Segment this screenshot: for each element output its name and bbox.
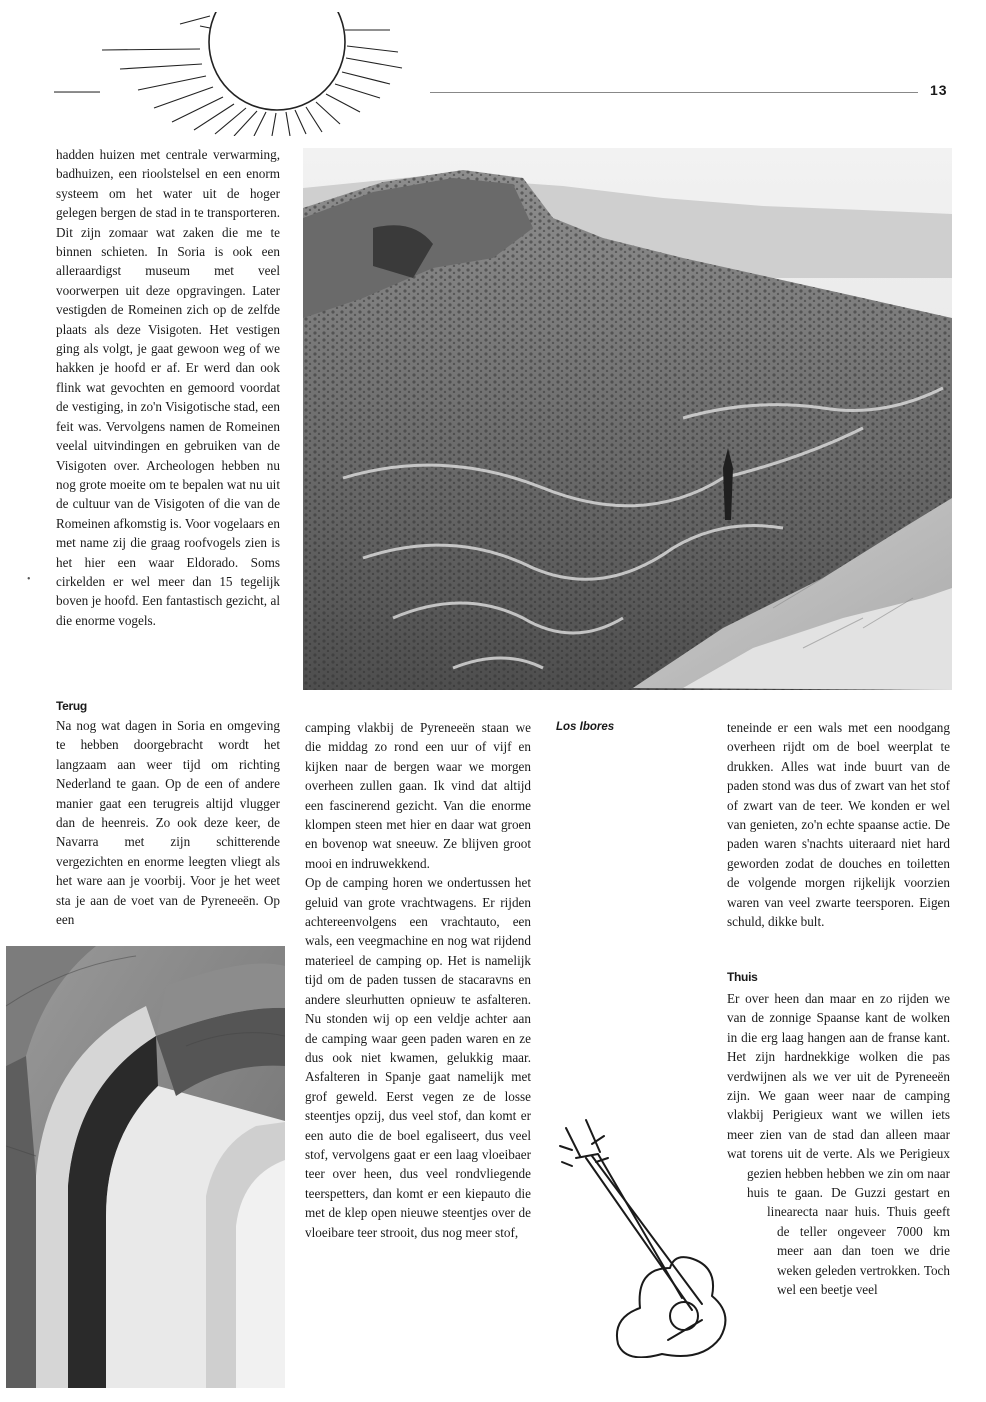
section-heading-thuis: Thuis [727,970,758,984]
header-rule-left [54,92,100,93]
body-paragraph: hadden huizen met centrale verwarming, badhuizen, een rioolstelsel en een enorm systeem om het water uit de hoger gelegen bergen de stad in te transporteren. Dit zijn zomaar wat zaken die me te binnen schieten. In Soria is ook een alleraardigst museum met veel voorwerpen uit deze opgravingen. Later vestigden de Romeinen zich op de zelfde plaats als deze Visigoten. Het vestigen ging als volgt, je gaat gewoon weg of we hakken je hoofd er af. Er werd dan ook flink wat gevochten en gemoord voordat de vestiging, in zo'n Visigotische stad, een feit was. Vervolgens namen de Romeinen veelal uitvindingen en gebruiken van de Visigoten over. Archeologen hebben nu nog grote moeite om te bepalen wat nu uit de cultuur van de Visigoten of die van de Romeinen afkomstig is. Voor vogelaars en met name zij die graag roofvogels zien is het hier een waar Eldorado. Soms cirkelden er wel meer dan 15 tegelijk boven je hoofd. Een fantastisch gezicht, al die enorme vogels. [56,147,280,628]
column-1-top [56,145,280,630]
column-4-top [727,718,950,931]
column-1-bottom [56,697,280,929]
gothic-arches-photo [6,946,285,1388]
wrap-spacer [727,1183,747,1203]
page-number: 13 [930,82,948,98]
column-4-thuis [727,968,950,1300]
section-heading-terug: Terug [56,699,87,713]
guitar-icon [552,1118,742,1358]
bullet-mark: • [27,574,31,585]
header-rule-right [430,92,918,93]
wrap-spacer [727,1203,767,1223]
body-paragraph: camping vlakbij de Pyreneeën staan we die middag zo rond een uur of vijf en kijken naar de bergen waar we morgen overheen zullen gaan. Ik vind dat altijd een fascinerend gezicht. Van die enorme klompen steen met hier en daar wat groen en bovenop wat sneeuw. Ze blijven groot mooi en indruwekkend. [305,720,531,871]
body-paragraph: Op de camping horen we ondertussen het geluid van grote vrachtwagens. Er rijden achtereenvolgens een vrachtauto, een wals, een veegmachine en nog wat rijdend materieel de camping op. Het is namelijk tijd om de paden tussen de stacaravns en andere sleurhutten opnieuw te asfalteren. Nu stonden wij op een veldje achter aan de camping waar geen paden waren en ze dus ook niet kwamen, gelukkig maar. Asfalteren in Spanje gaat namelijk met grof geweld. Eerst vegen ze de losse steentjes opzij, dus veel stof, dan komt er een auto die de boel egaliseert, dus veel stof, vervolgens gaat er een laag vloeibaer teer over heen, dus veel rondvliegende teerspetters, dan komt er een kiepauto die met de klep open nieuwe steentjes over de vloeibare teer strooit, dus nog meer stof, [305,875,531,1240]
valley-landscape-photo [303,148,952,690]
body-paragraph: teneinde er een wals met een noodgang overheen rijdt om de boel weerplat te drukken. Alles wat inde buurt van de paden stond was dus of zwart van het stof of zwart van de teer. We konden er wel van genieten, zo'n echte spaanse actie. De paden waren s'nachts uiteraard niet hard geworden zodat de douches en toiletten de volgende morgen rijkelijk voorzien waren van veel zwarte teersporen. Eigen schuld, dikke bult. [727,720,950,930]
caption-los-ibores: Los Ibores [556,721,615,733]
body-paragraph: Na nog wat dagen in Soria en omgeving te hebben doorgebracht wordt het langzaam aan weer tijd om richting Nederland te gaan. Op de een of andere manier gaat een terugreis altijd vlugger dan de heenreis. Zo ook deze keer, de Navarra met zijn schitterende vergezichten en enorme leegten vliegt als het ware aan je voorbij. Voor je het weet sta je aan de voet van de Pyreneeën. Op een [56,718,280,928]
wrap-spacer [727,1223,777,1283]
sun-icon [50,12,430,136]
body-paragraph: Er over heen dan maar en zo rijden we van de zonnige Spaanse kant de wolken in die erg laag hangen aan de franse kant. Het zijn hardnekkige wolken die pas verdwijnen als we ver uit de Pyreneeën zijn. We gaan weer naar de camping vlakbij Perigieux want we willen iets meer zien van de stad dan alleen maar wat torens uit de verte. Als we Perigieux gezien hebben hebben we zin om naar huis te gaan. De Guzzi gestart en linearecta naar huis. Thuis geeft de teller ongeveer 7000 km meer aan dan toen we drie weken geleden vertrokken. Toch wel een beetje veel [727,991,950,1298]
column-2 [305,718,531,1242]
